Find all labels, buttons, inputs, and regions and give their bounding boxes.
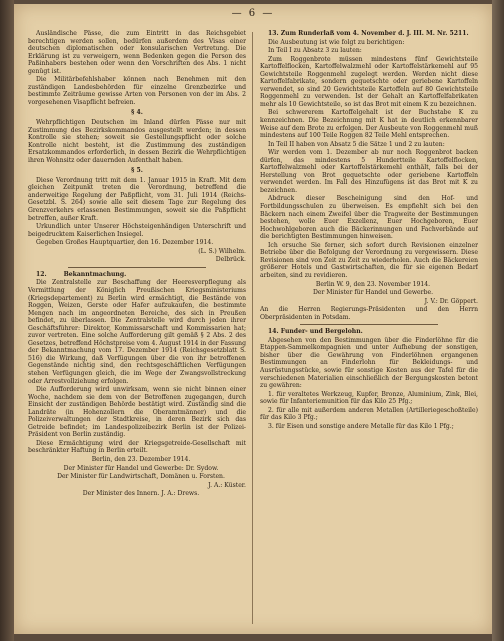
paragraph: In Teil I zu Absatz 3 zu lauten:	[268, 47, 362, 55]
minister-line: Der Minister für Handel und Gewerbe: Dr. Sydow.	[63, 464, 219, 472]
paragraph: Ich ersuche Sie ferner, sich sofort durch Revisionen einzelner Betriebe über die Befolgung der Verordnung zu vergewissern. Diese Revisionen sind von Zeit zu Zeit zu wiederholen. Auch die Bäckereien größerer Hotels und Gastwirtschaften, die für sie eigenen Bedarf arbeiten, sind zu revidieren.	[260, 241, 478, 279]
entry-title: 14. Funder- und Bergelohn.	[268, 328, 363, 336]
minister-line: Der Minister für Handel und Gewerbe.	[312, 289, 434, 297]
paragraph: Die Aufforderung wird unwirksam, wenn sie nicht binnen einer Woche, nachdem sie dem von der Betroffenen zugegangen, durch Einsicht der zuständigen Behörde bestätigt wird. Zuständig sind die Landräte (in Hohenzollern die Oberamtmänner) und die Polizeiverwaltungen der Stadtkreise, in deren Bezirk sich das Getreide befindet; im Landespolizeibezirk Berlin ist der Polizei-Präsident von Berlin zuständig.	[28, 386, 246, 439]
paragraph: Diese Verordnung tritt mit dem 1. Januar 1915 in Kraft. Mit dem gleichen Zeitpunkt treten die Verordnung, betreffend die anderweitige Regelung der Paßpflicht, vom 31. Juli 1914 (Reichs-Gesetzbl. S. 264) sowie alle seit diesem Tage zur Regelung des Grenzverkehrs erlassenen Bestimmungen, soweit sie die Paßpflicht betreffen, außer Kraft.	[28, 176, 246, 222]
left-column	[28, 30, 246, 626]
list-item: 3. für Eisen und sonstige andere Metalle für das Kilo 1 Pfg.;	[268, 422, 454, 430]
list-item: 2. für alle mit außerdem anderen Metallen (Artilleriegeschoßteile) für das Kilo 3 Pfg.;	[260, 406, 478, 422]
divider	[300, 324, 438, 325]
entry-number: 12. Bekanntmachung.	[36, 270, 127, 278]
paragraph: Abdruck dieser Bescheinigung sind den Hof- und Fortbildungsschulen zu überweisen. Es empfiehlt sich bei den Bäckern nach einem Zweifel über die Tragweite der Bestimmungen bestehen, wolle Euer Exzellenz, Euer Hochgeboren, Euer Hochwohlgeboren auch die Bäckerinnungen und Fachverbände auf die berichtigten Bestimmungen hinweisen.	[260, 195, 478, 241]
minister-line: Der Minister für Landwirtschaft, Domänen u. Forsten.	[57, 473, 225, 481]
addressee: An die Herren Regierungs-Präsidenten und den Herrn Oberpräsidenten in Potsdam.	[260, 306, 478, 321]
entry-title: 13. Zum Runderlaß vom 4. November d. J. III. M. Nr. 5211.	[268, 30, 469, 37]
date-line: Berlin W. 9, den 23. November 1914.	[315, 280, 431, 288]
paragraph: Bei schwererem Kartoffelgehalt ist der Buchstabe K zu kennzeichnen. Die Bezeichnung mit K hat in deutlich erkennbarer Weise auf dem Brote zu erfolgen. Der Ausbeute von Roggenmehl muß mindestens auf 100 Teile Roggen 82 Teile Mehl entsprechen.	[260, 109, 478, 140]
signature: J. A.: Küster.	[208, 481, 246, 489]
divider	[68, 267, 206, 268]
section-heading: § 4.	[131, 109, 143, 117]
document-page	[14, 4, 492, 634]
paragraph: Urkundlich unter Unserer Höchsteigenhändigen Unterschrift und beigedrucktem Kaiserlichen Insiegel.	[28, 223, 246, 238]
paragraph: Die Militärbefehlshaber können nach Benehmen mit den zuständigen Landesbehörden für einzelne Grenzbezirke und bestimmte Zeiträume gewisse Arten von Personen von der im Abs. 2 vorgesehenen Visapflicht befreien.	[28, 76, 246, 106]
book-binding	[0, 0, 14, 641]
signature: Delbrück.	[215, 256, 246, 264]
section-heading: § 5.	[131, 167, 143, 175]
paragraph: In Teil II haben von Absatz 5 die Sätze 1 und 2 zu lauten:	[268, 140, 445, 148]
list-item: 1. für veraltetes Werkzeug, Kupfer, Bronze, Aluminium, Zink, Blei, sowie für Infanteriemunition für das Kilo 25 Pfg.;	[260, 390, 478, 406]
paragraph: Zum Roggenbrote müssen mindestens fünf Gewichtsteile Kartoffelflocken, Kartoffelwalzmehl oder Kartoffelstärkemehl auf 95 Gewichtsteile Roggenmehl zugelegt werden. Werden nicht diese Kartoffelfabrikate, sondern gequetschte oder geriebene Kartoffeln verwendet, so sind 20 Gewichtsteile Kartoffeln auf 80 Gewichtsteile Roggenmehl zu verwenden. Ist der Gehalt an Kartoffelfabrikaten mehr als 10 Gewichtsteile, so ist das Brot mit einem K zu bezeichnen.	[260, 55, 478, 108]
page-number: — 6 —	[231, 8, 275, 19]
signature: J. V.: Dr. Göppert.	[424, 297, 478, 305]
paragraph: Wir werden vom 1. Dezember ab nur noch Roggenbrot backen dürfen, das mindestens 5 Hundertteile Kartoffelflocken, Kartoffelwalzmehl oder Kartoffelstärkemehl enthält, falls bei der Herstellung von Brot gequetschte oder geriebene Kartoffeln verwendet werden. Im Fall des Hinzufügens ist das Brot mit K zu bezeichnen.	[260, 149, 478, 194]
entry-title: Bekanntmachung.	[63, 270, 127, 278]
paragraph: Die Zentralstelle zur Beschaffung der Heeresverpflegung als Vermittlung der Königlich Preußischen Kriegsministeriums (Kriegsdepartement) zu Berlin wird ermächtigt, die Bestände von Roggen, Weizen, Gerste oder Hafer aufzukaufen, die bestimmte Mengen nach im angeordneten Bereiche, des sich in Preußen befindet, zu überlassen. Die Zentralstelle wird durch jeden ihrer Geschäftsführer: Direktor, Kommissarschaft und Kommissarien hat; zuvor vertreten. Eine solche Aufforderung gilt gemäß § 2 Abs. 2 des Gesetzes, betreffend Höchstpreise vom 4. August 1914 in der Fassung der Bekanntmachung vom 17. Dezember 1914 (Reichsgesetzblatt S. 516) die Wirkung, daß Verfügungen über die von ihr betroffenen Gegenstände nichtig sind, den rechtsgeschäftlichen Verfügungen stehen Verfügungen gleich, die im Wege der Zwangsvollstreckung oder Arrestvollziehung erfolgen.	[28, 279, 246, 385]
paragraph: Gegeben Großes Hauptquartier, den 16. Dezember 1914.	[36, 239, 214, 247]
right-column	[260, 30, 478, 626]
column-rule	[252, 32, 253, 624]
page-edge	[492, 0, 504, 641]
signature: (L. S.) Wilhelm.	[198, 247, 246, 255]
paragraph: Ausländische Pässe, die zum Eintritt in das Reichsgebiet berechtigen werden sollen, bedürfen außerdem des Visas einer deutschen diplomatischen oder konsularischen Vertretung. Die Erklärung ist zu verweigern, wenn Bedenken gegen die Person des Paßinhabers bestehen oder wenn den Vorschriften des Abs. 1 nicht genügt ist.	[28, 30, 246, 75]
date-line: Berlin, den 23. Dezember 1914.	[91, 455, 191, 463]
minister-line: Der Minister des Innern. J. A.: Drews.	[82, 490, 200, 498]
paragraph: Diese Ermächtigung wird der Kriegsgetreide-Gesellschaft mit beschränkter Haftung in Berlin erteilt.	[28, 439, 246, 455]
paragraph: Abgesehen von den Bestimmungen über die Finderlöhne für die Etappen-Sammelkompagnien und unter Aufhebung der sonstigen, bisher über die Gewährung von Finderlöhnen ergangenen Bestimmungen an Finderlohn für Bekleidungs- und Ausrüstungsstücke, sowie für sonstige Kosten aus der Tafel für die verschiedenen Materialien einschließlich der Bergungskosten betont zu gewähren:	[260, 336, 478, 390]
paragraph: Wehrpflichtigen Deutschen im Inland dürfen Pässe nur mit Zustimmung des Bezirkskommandos ausgestellt werden; in dessen Kontrolle sie stehen; soweit sie Gestellungspflicht oder solche Kontrolle nicht besteht, ist die Zustimmung des zuständigen Ersatzkommandos erforderlich, in dessen Bezirk die Wehrpflichtigen ihren Wohnsitz oder dauernden Aufenthalt haben.	[28, 119, 246, 164]
paragraph: Die Ausbeutung ist wie folgt zu berichtigen:	[268, 38, 405, 46]
